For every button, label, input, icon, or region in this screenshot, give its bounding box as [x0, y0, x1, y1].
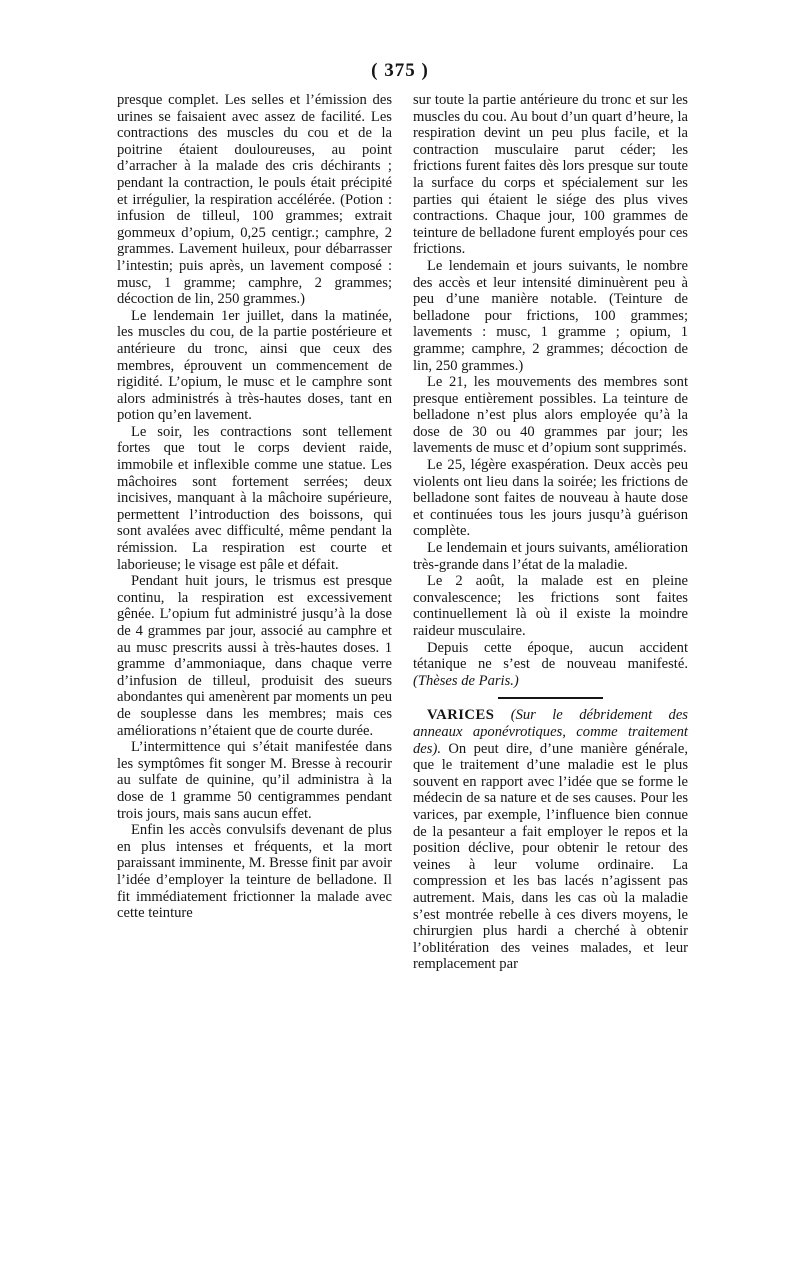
paragraph: Le soir, les contractions sont tellement fortes que tout le corps devient raide, immobile et inflexible comme une statue. Les mâchoires sont fortement serrées; deux incisives, manquant à la mâchoire supérieure, permettent l’introduction des boissons, qui sont avalées avec difficulté, même pendant la rémission. La respiration est courte et laborieuse; le visage est pâle et défait.	[117, 423, 392, 573]
paragraph: presque complet. Les selles et l’émission des urines se faisaient avec assez de facilité. Les contractions des muscles du cou et de la poitrine étaient douloureuses, au point d’arracher à la malade des cris déchirants ; pendant la contraction, le pouls était précipité et irrégulier, la respiration accélérée. (Potion : infusion de tilleul, 100 grammes; extrait gommeux d’opium, 0,25 centigr.; camphre, 2 grammes. Lavement huileux, pour débarrasser l’intestin; puis après, un lavement composé : musc, 1 gramme; camphre, 2 grammes; décoction de lin, 250 grammes.)	[117, 92, 392, 308]
paragraph: Le lendemain 1er juillet, dans la matinée, les muscles du cou, de la partie postérieure et antérieure du tronc, ainsi que ceux des membres, éprouvent un commencement de rigidité. L’opium, le musc et le camphre sont alors administrés à très-hautes doses, tant en potion qu’en lavement.	[117, 307, 392, 424]
paragraph: sur toute la partie antérieure du tronc et sur les muscles du cou. Au bout d’un quart d’heure, la respiration devint un peu plus facile, et la contraction musculaire parut céder; les frictions furent faites dès lors presque sur toute la surface du corps et spécialement sur les parties qui étaient le siége des plus vives contractions. Chaque jour, 100 grammes de teinture de belladone furent employés pour ces frictions.	[413, 92, 688, 258]
source-citation: (Thèses de Paris.)	[413, 672, 519, 689]
closing-paragraph	[413, 640, 688, 690]
page-number: ( 375 )	[371, 60, 429, 81]
section-divider	[498, 697, 603, 699]
paragraph: L’intermittence qui s’était manifestée dans les symptômes fit songer M. Bresse à recourir au sulfate de quinine, qu’il administra à la dose de 1 gramme 50 centigrammes pendant trois jours, mais sans aucun effet.	[117, 739, 392, 822]
paragraph: Pendant huit jours, le trismus est presque continu, la respiration est excessivement gênée. L’opium fut administré jusqu’à la dose de 4 grammes par jour, associé au camphre et au musc prescrits aussi à très-hautes doses. 1 gramme d’ammoniaque, dans chaque verre d’infusion de tilleul, produisit des sueurs abondantes qui amenèrent par moments un peu de souplesse dans les membres; mais ces améliorations n’étaient que de courte durée.	[117, 573, 392, 739]
section-body: On peut dire, d’une manière générale, que le traitement d’une maladie est le plus souvent en rapport avec l’idée que se forme le médecin de sa nature et de ses causes. Pour les varices, par exemple, l’influence bien connue de la pesanteur a fait employer le repos et la position déclive, pour obtenir le retour des veines à leur volume ordinaire. La compression et les bas lacés n’agissent pas autrement. Mais, dans les cas où la maladie s’est montrée rebelle à ces divers moyens, le chirurgien plus hardi a cherché à obtenir l’oblitération des veines malades, et leur remplacement par	[413, 740, 688, 973]
paragraph: Le 2 août, la malade est en pleine convalescence; les frictions sont faites continuellement là où il existe la moindre raideur musculaire.	[413, 573, 688, 639]
paragraph: Enfin les accès convulsifs devenant de plus en plus intenses et fréquents, et la mort paraissant imminente, M. Bresse finit par avoir l’idée d’employer la teinture de belladone. Il fit immédiatement frictionner la malade avec cette teinture	[117, 822, 392, 922]
section-subtitle: (Sur le débridement des anneaux aponévrotiques, comme traitement des).	[413, 707, 688, 757]
closing-text: Depuis cette époque, aucun accident tétanique ne s’est de nouveau manifesté.	[413, 639, 688, 673]
paragraph: Le lendemain et jours suivants, amélioration très-grande dans l’état de la maladie.	[413, 540, 688, 573]
paragraph: Le lendemain et jours suivants, le nombre des accès et leur intensité diminuèrent peu à peu d’une manière notable. (Teinture de belladone pour frictions, 100 grammes; lavements : musc, 1 gramme ; opium, 1 gramme; camphre, 2 grammes; décoction de lin, 250 grammes.)	[413, 257, 688, 374]
section-paragraph	[413, 707, 688, 973]
left-column	[117, 92, 392, 922]
right-column	[413, 92, 688, 973]
section-heading: VARICES	[427, 707, 495, 724]
paragraph: Le 25, légère exaspération. Deux accès peu violents ont lieu dans la soirée; les frictions de belladone sont faites de nouveau à haute dose et continuées tous les jours jusqu’à guérison complète.	[413, 457, 688, 540]
paragraph: Le 21, les mouvements des membres sont presque entièrement possibles. La teinture de belladone n’est plus alors employée qu’à la dose de 30 ou 40 grammes par jour; les lavements de musc et d’opium sont supprimés.	[413, 374, 688, 457]
